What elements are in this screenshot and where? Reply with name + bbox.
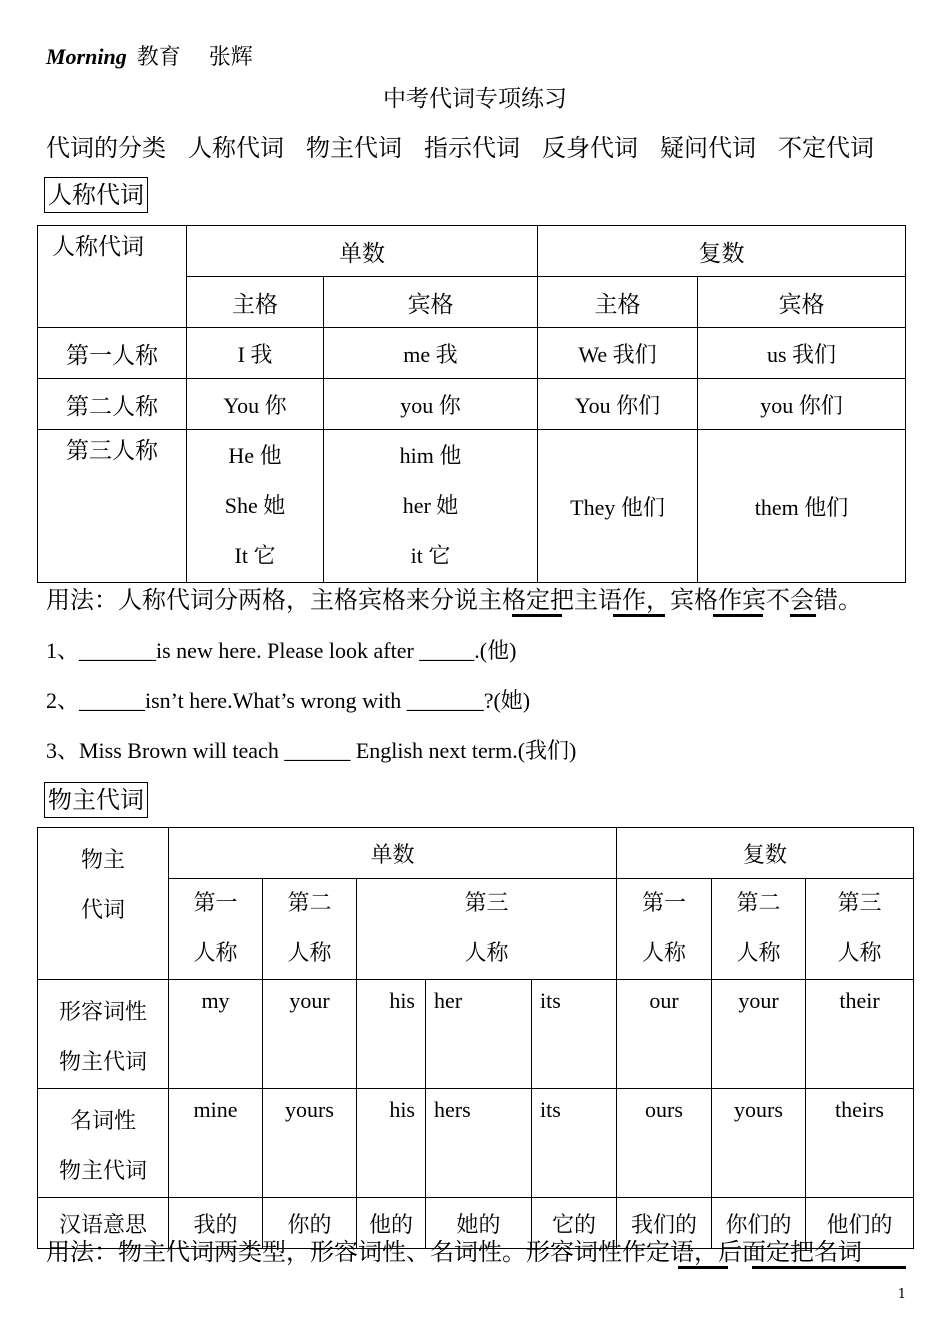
pronoun-cell: You 你 bbox=[187, 379, 324, 430]
usage-note-personal: 用法：人称代词分两格，主格宾格来分说主格定把主语作，宾格作宾不会错。 bbox=[46, 586, 862, 614]
pronoun-cell: You 你们 bbox=[538, 379, 698, 430]
pronoun-cell: mine bbox=[169, 1089, 263, 1198]
meaning-cell: 她的 bbox=[426, 1198, 532, 1249]
meaning-cell: 我们的 bbox=[617, 1198, 712, 1249]
singular-header: 单数 bbox=[187, 226, 538, 277]
underline-mark bbox=[613, 614, 665, 617]
underline-mark bbox=[713, 614, 763, 617]
page-title: 中考代词专项练习 bbox=[383, 86, 567, 112]
person-cell: 第三人称 bbox=[38, 430, 187, 583]
person-header: 第二 人称 bbox=[712, 879, 806, 980]
pronoun-line: It 它 bbox=[234, 543, 276, 568]
subj-header: 主格 bbox=[187, 277, 324, 328]
pronoun-cell: their bbox=[806, 980, 914, 1089]
obj-header: 宾格 bbox=[698, 277, 906, 328]
category-item: 不定代词 bbox=[778, 134, 874, 162]
person-header: 第三 人称 bbox=[806, 879, 914, 980]
meaning-cell: 他的 bbox=[357, 1198, 426, 1249]
section-label-personal: 人称代词 bbox=[44, 177, 148, 213]
pronoun-cell: They 他们 bbox=[538, 430, 698, 583]
pronoun-cell: you 你 bbox=[324, 379, 538, 430]
pronoun-cell: me 我 bbox=[324, 328, 538, 379]
pronoun-cell: your bbox=[712, 980, 806, 1089]
pronoun-cell: hers bbox=[426, 1089, 532, 1198]
pronoun-cell: her bbox=[426, 980, 532, 1089]
header-line bbox=[46, 40, 253, 71]
category-item: 指示代词 bbox=[424, 134, 520, 162]
table-row bbox=[38, 1089, 914, 1198]
page-number: 1 bbox=[897, 1287, 906, 1302]
underline-mark bbox=[752, 1266, 906, 1269]
obj-header: 宾格 bbox=[324, 277, 538, 328]
pronoun-cell: your bbox=[263, 980, 357, 1089]
pronoun-cell: its bbox=[532, 1089, 617, 1198]
category-list bbox=[46, 128, 896, 163]
author-name: 张辉 bbox=[208, 45, 253, 70]
category-item: 疑问代词 bbox=[660, 134, 756, 162]
row-label: 汉语意思 bbox=[38, 1198, 169, 1249]
corner-line: 代词 bbox=[80, 898, 125, 923]
pronoun-cell: We 我们 bbox=[538, 328, 698, 379]
pronoun-line: him 他 bbox=[399, 443, 462, 468]
pronoun-cell: them 他们 bbox=[698, 430, 906, 583]
pronoun-line: He 他 bbox=[228, 443, 282, 468]
pronoun-cell: yours bbox=[712, 1089, 806, 1198]
section-label-possessive: 物主代词 bbox=[44, 782, 148, 818]
table-row bbox=[38, 980, 914, 1089]
table-corner bbox=[38, 828, 169, 980]
possessive-pronoun-table bbox=[37, 827, 914, 1249]
plural-header: 复数 bbox=[617, 828, 914, 879]
underline-mark bbox=[678, 1266, 728, 1269]
category-item: 人称代词 bbox=[188, 134, 284, 162]
person-header: 第一 人称 bbox=[169, 879, 263, 980]
exercise-item: 2、______isn’t here.What’s wrong with _______?(她) bbox=[46, 688, 531, 713]
plural-header: 复数 bbox=[538, 226, 906, 277]
table-row bbox=[38, 430, 906, 583]
pronoun-cell: its bbox=[532, 980, 617, 1089]
pronoun-cell: yours bbox=[263, 1089, 357, 1198]
pronoun-line: her 她 bbox=[402, 493, 459, 518]
pronoun-cell: his bbox=[357, 980, 426, 1089]
brand-name: Morning bbox=[46, 44, 127, 69]
table-corner: 人称代词 bbox=[38, 226, 187, 328]
meaning-cell: 你们的 bbox=[712, 1198, 806, 1249]
category-item: 代词的分类 bbox=[46, 134, 166, 162]
pronoun-cell: you 你们 bbox=[698, 379, 906, 430]
category-item: 反身代词 bbox=[542, 134, 638, 162]
usage-note-possessive: 用法：物主代词两类型，形容词性、名词性。形容词性作定语，后面定把名词 bbox=[46, 1238, 862, 1266]
person-cell: 第一人称 bbox=[38, 328, 187, 379]
pronoun-cell: ours bbox=[617, 1089, 712, 1198]
exercise-item: 3、Miss Brown will teach ______ English next term.(我们) bbox=[46, 738, 577, 763]
singular-header: 单数 bbox=[169, 828, 617, 879]
pronoun-cell: us 我们 bbox=[698, 328, 906, 379]
person-cell: 第二人称 bbox=[38, 379, 187, 430]
person-header: 第一 人称 bbox=[617, 879, 712, 980]
row-label: 名词性 物主代词 bbox=[38, 1089, 169, 1198]
table-row bbox=[38, 379, 906, 430]
exercise-item: 1、_______is new here. Please look after _____.(他) bbox=[46, 638, 517, 663]
meaning-cell: 他们的 bbox=[806, 1198, 914, 1249]
person-header: 第二 人称 bbox=[263, 879, 357, 980]
meaning-cell: 你的 bbox=[263, 1198, 357, 1249]
pronoun-cell bbox=[187, 430, 324, 583]
meaning-cell: 它的 bbox=[532, 1198, 617, 1249]
pronoun-cell: my bbox=[169, 980, 263, 1089]
subj-header: 主格 bbox=[538, 277, 698, 328]
underline-mark bbox=[512, 614, 562, 617]
pronoun-cell: his bbox=[357, 1089, 426, 1198]
pronoun-cell: I 我 bbox=[187, 328, 324, 379]
meaning-cell: 我的 bbox=[169, 1198, 263, 1249]
personal-pronoun-table bbox=[37, 225, 906, 583]
pronoun-line: She 她 bbox=[224, 493, 286, 518]
underline-mark bbox=[790, 614, 816, 617]
pronoun-cell: theirs bbox=[806, 1089, 914, 1198]
row-label: 形容词性 物主代词 bbox=[38, 980, 169, 1089]
table-row bbox=[38, 328, 906, 379]
pronoun-cell: our bbox=[617, 980, 712, 1089]
person-header: 第三 人称 bbox=[357, 879, 617, 980]
org-name: 教育 bbox=[136, 45, 181, 70]
pronoun-cell bbox=[324, 430, 538, 583]
pronoun-line: it 它 bbox=[410, 543, 451, 568]
category-item: 物主代词 bbox=[306, 134, 402, 162]
corner-line: 物主 bbox=[80, 848, 125, 873]
